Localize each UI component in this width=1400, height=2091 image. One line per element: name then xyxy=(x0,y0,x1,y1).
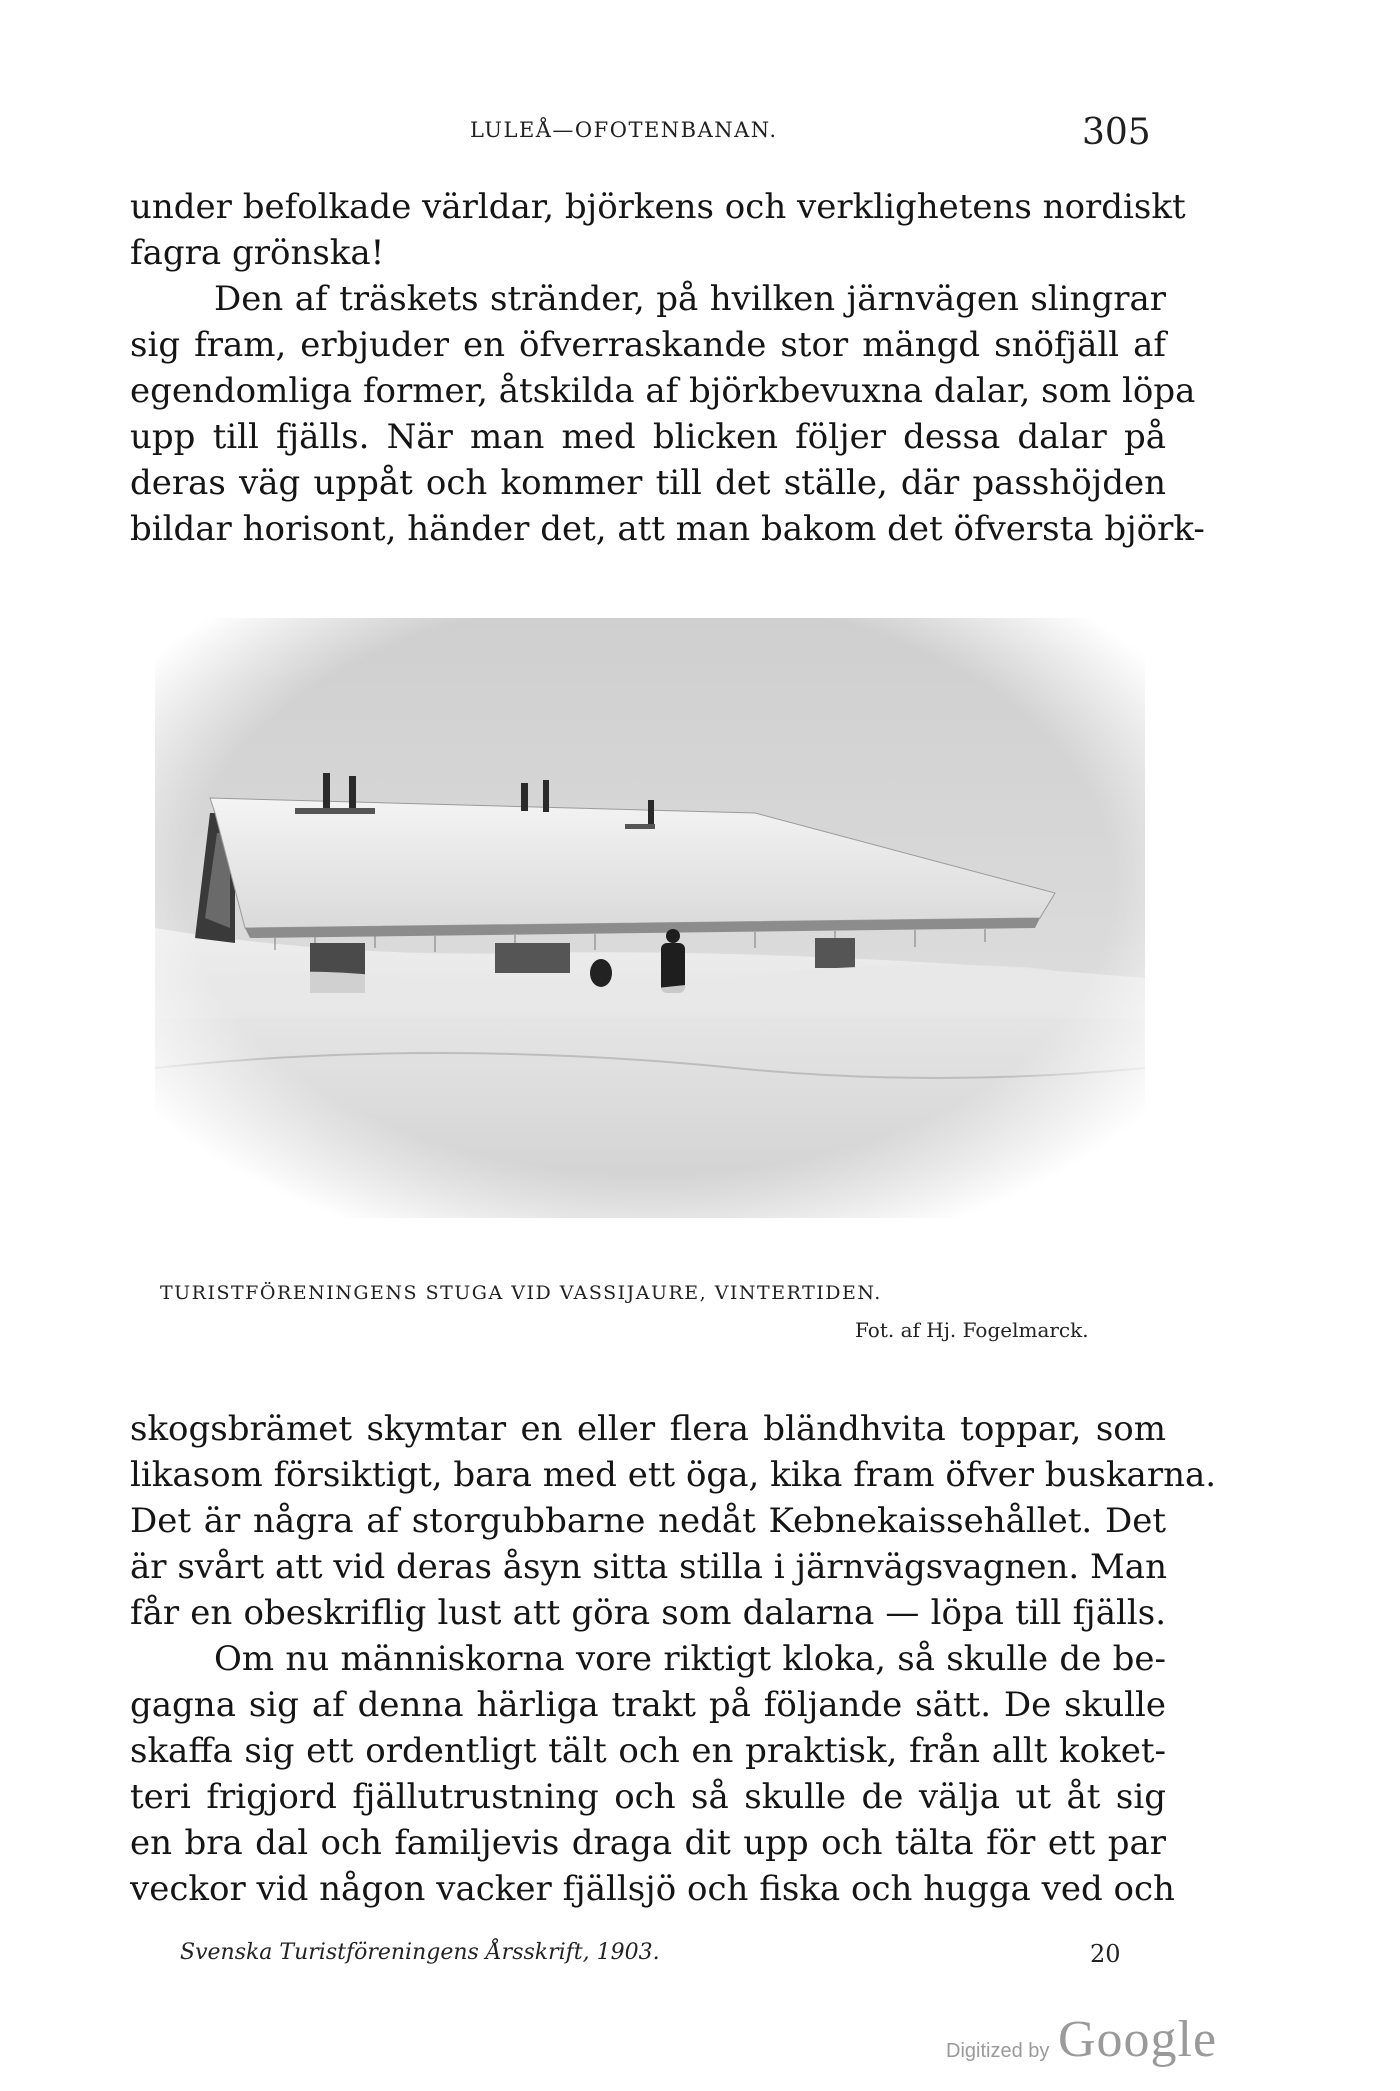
text-line: är svårt att vid deras åsyn sitta stilla i järnvägsvagnen. Man xyxy=(130,1547,1167,1587)
figure-credit: Fot. af Hj. Fogelmarck. xyxy=(855,1318,1089,1342)
text-line: egendomliga former, åtskilda af björkbevuxna dalar, som löpa xyxy=(130,371,1196,411)
footer-publication: Svenska Turistföreningens Årsskrift, 1903. xyxy=(180,1940,660,1965)
text-line: teri frigjord fjällutrustning och så skulle de välja ut åt sig xyxy=(130,1777,1166,1817)
footer-signature: 20 xyxy=(1090,1940,1121,1968)
text-line: skaffa sig ett ordentligt tält och en praktisk, från allt koket- xyxy=(130,1731,1166,1771)
text-line: Den af träskets stränder, på hvilken järnvägen slingrar xyxy=(214,279,1166,319)
snowbound-cabin-photo xyxy=(135,598,1165,1238)
text-line: likasom försiktigt, bara med ett öga, kika fram öfver buskarna. xyxy=(130,1455,1217,1495)
text-line: upp till fjälls. När man med blicken följer dessa dalar på xyxy=(130,417,1166,457)
text-line: bildar horisont, händer det, att man bakom det öfversta björk- xyxy=(130,509,1205,549)
page-number: 305 xyxy=(1082,112,1151,153)
text-line: fagra grönska! xyxy=(130,233,385,273)
digitized-by-label: Digitized by xyxy=(946,2040,1050,2062)
text-line: en bra dal och familjevis draga dit upp och tälta för ett par xyxy=(130,1823,1166,1863)
text-line: sig fram, erbjuder en öfverraskande stor mängd snöfjäll af xyxy=(130,325,1166,365)
text-line: skogsbrämet skymtar en eller flera bländhvita toppar, som xyxy=(130,1409,1166,1449)
text-line: veckor vid någon vacker fjällsjö och fiska och hugga ved och xyxy=(130,1869,1175,1909)
text-line: Om nu människorna vore riktigt kloka, så skulle de be- xyxy=(214,1639,1166,1679)
text-line: deras väg uppåt och kommer till det ställe, där passhöjden xyxy=(130,463,1166,503)
text-line: gagna sig af denna härliga trakt på följande sätt. De skulle xyxy=(130,1685,1166,1725)
text-line: får en obeskriflig lust att göra som dalarna — löpa till fjälls. xyxy=(130,1593,1166,1633)
text-line: under befolkade världar, björkens och verklighetens nordiskt xyxy=(130,187,1186,227)
text-line: Det är några af storgubbarne nedåt Kebnekaissehållet. Det xyxy=(130,1501,1166,1541)
running-title: LULEÅ—OFOTENBANAN. xyxy=(470,118,778,142)
google-logo: Google xyxy=(1058,2011,1218,2068)
figure-caption: TURISTFÖRENINGENS STUGA VID VASSIJAURE, VINTERTIDEN. xyxy=(160,1282,882,1304)
